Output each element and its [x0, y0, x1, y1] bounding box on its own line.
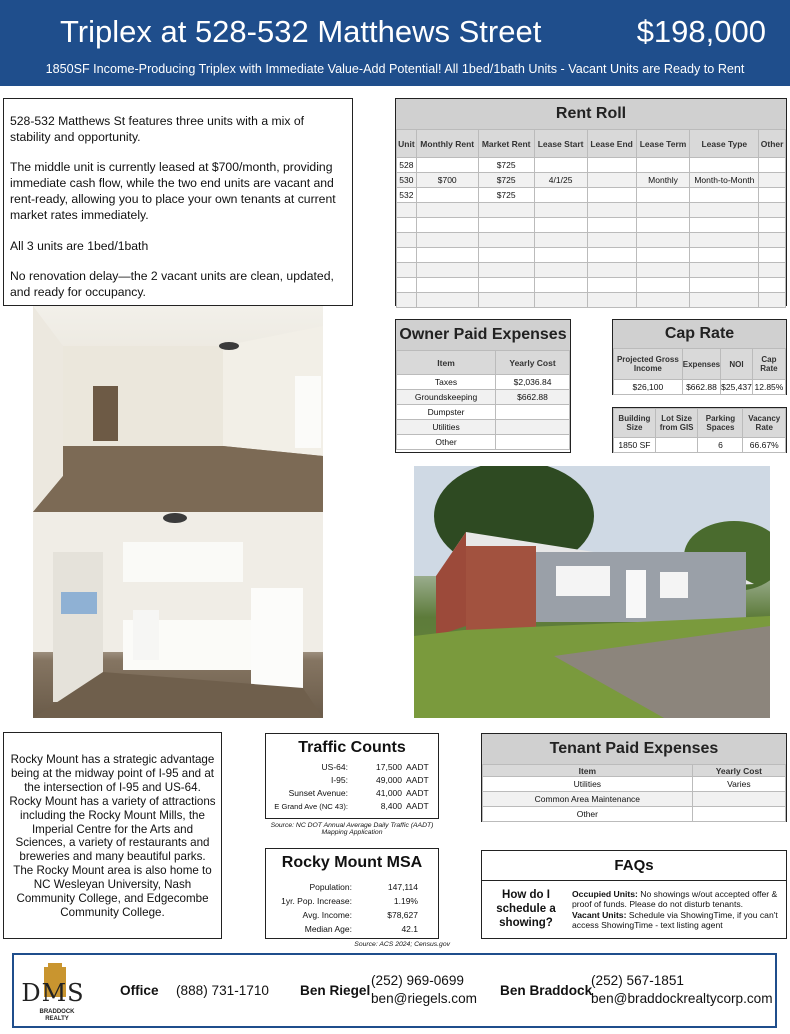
rent-roll-row — [397, 248, 786, 263]
agent2-name: Ben Braddock — [500, 983, 593, 998]
tenant-expenses-cell: Other — [483, 807, 693, 822]
rent-roll-cell — [587, 248, 636, 263]
traffic-source: Source: NC DOT Annual Average Daily Traffic (AADT) Mapping Application — [270, 822, 434, 836]
tenant-expenses-header: Item — [483, 765, 693, 777]
rent-roll-cell — [534, 158, 587, 173]
rent-roll-cell — [690, 263, 759, 278]
rent-roll-row — [397, 263, 786, 278]
description-paragraph: The middle unit is currently leased at $700/month, providing immediate cash flow, while the two end units are vacant and rent-ready, allowing you to place your own tenants at current market rates immediately. — [10, 160, 336, 223]
rent-roll-cell — [636, 218, 690, 233]
tenant-expenses-row — [483, 777, 786, 792]
rent-roll-cell — [397, 218, 417, 233]
rent-roll-cell — [534, 188, 587, 203]
agent1-email[interactable]: ben@riegels.com — [371, 991, 477, 1006]
tenant-expenses-table — [481, 733, 787, 822]
rent-roll-row — [397, 278, 786, 293]
rent-roll-cell — [478, 233, 534, 248]
rent-roll-row — [397, 293, 786, 308]
rent-roll-cell: Monthly — [636, 173, 690, 188]
tenant-expenses-cell — [692, 792, 785, 807]
rent-roll-cell: 530 — [397, 173, 417, 188]
cap-rate-cell: 12.85% — [752, 380, 785, 395]
owner-expenses-cell: Other — [397, 435, 496, 450]
rent-roll-cell — [690, 218, 759, 233]
cap-rate-header: Cap Rate — [752, 349, 785, 380]
rent-roll-cell — [534, 218, 587, 233]
rent-roll-row — [397, 218, 786, 233]
listing-price: $198,000 — [636, 14, 766, 49]
owner-expenses-table — [395, 319, 571, 453]
building-cell: 1850 SF — [614, 438, 656, 453]
traffic-counts-box — [265, 733, 439, 819]
msa-title: Rocky Mount MSA — [281, 854, 423, 871]
description-paragraph: All 3 units are 1bed/1bath — [10, 238, 149, 253]
rent-roll-cell — [759, 248, 786, 263]
rent-roll-cell — [636, 158, 690, 173]
description-paragraph: No renovation delay—the 2 vacant units are clean, updated, and ready for occupancy. — [10, 268, 334, 299]
building-cell: 66.67% — [743, 438, 786, 453]
rent-roll-cell: $725 — [478, 173, 534, 188]
rent-roll-cell — [759, 218, 786, 233]
agent2-phone[interactable]: (252) 567-1851 — [591, 973, 684, 988]
header-banner — [0, 0, 790, 86]
owner-expenses-cell: $2,036.84 — [496, 375, 570, 390]
rent-roll-cell — [416, 218, 478, 233]
rent-roll-cell — [690, 293, 759, 308]
traffic-row: I-95: 49,000 AADT — [330, 775, 429, 785]
cap-rate-cell: $662.88 — [682, 380, 720, 395]
property-description — [3, 98, 353, 306]
tenant-expenses-row — [483, 807, 786, 822]
msa-box — [265, 848, 439, 939]
building-info-table — [612, 407, 787, 453]
owner-expenses-row — [397, 405, 570, 420]
rent-roll-cell — [587, 278, 636, 293]
owner-expenses-row — [397, 420, 570, 435]
rent-roll-cell — [534, 248, 587, 263]
msa-row: 1yr. Pop. Increase: 1.19% — [281, 896, 418, 906]
owner-expenses-header: Yearly Cost — [496, 351, 570, 375]
faq-answer: Occupied Units: No showings w/out accepted offer & proof of funds. Please do not disturb tenants. Vacant Units: Schedule via ShowingTime, if you can't access ShowingTime - text listing agent — [572, 889, 778, 930]
cap-rate-cell: $26,100 — [614, 380, 683, 395]
rent-roll-cell — [534, 233, 587, 248]
rent-roll-row — [397, 203, 786, 218]
rent-roll-cell — [397, 233, 417, 248]
logo-subtext: BRADDOCK REALTY — [39, 1009, 75, 1022]
rent-roll-cell — [397, 263, 417, 278]
rent-roll-cell — [759, 278, 786, 293]
rent-roll-cell — [587, 293, 636, 308]
rent-roll-header: Market Rent — [478, 130, 534, 158]
owner-expenses-cell — [496, 420, 570, 435]
rent-roll-cell — [759, 173, 786, 188]
rent-roll-cell — [478, 248, 534, 263]
rent-roll-cell — [397, 203, 417, 218]
rent-roll-cell — [416, 188, 478, 203]
rent-roll-cell — [759, 233, 786, 248]
rent-roll-row — [397, 233, 786, 248]
rent-roll-cell — [397, 293, 417, 308]
tenant-expenses-row — [483, 792, 786, 807]
msa-row: Median Age: 42.1 — [304, 924, 418, 934]
rent-roll-cell — [478, 263, 534, 278]
exterior-building-photo — [414, 466, 770, 718]
rent-roll-cell — [636, 233, 690, 248]
rent-roll-cell — [690, 278, 759, 293]
building-header: Lot Size from GIS — [655, 409, 698, 438]
rent-roll-cell — [690, 158, 759, 173]
contact-footer — [12, 953, 777, 1028]
cap-rate-title: Cap Rate — [613, 320, 786, 348]
rent-roll-cell — [636, 188, 690, 203]
rent-roll-cell — [759, 158, 786, 173]
cap-rate-header: NOI — [721, 349, 753, 380]
rent-roll-cell — [690, 248, 759, 263]
rent-roll-cell — [759, 263, 786, 278]
owner-expenses-cell — [496, 405, 570, 420]
rent-roll-cell — [478, 203, 534, 218]
owner-expenses-cell: Groundskeeping — [397, 390, 496, 405]
msa-source: Source: ACS 2024; Census.gov — [354, 941, 450, 948]
rent-roll-cell — [534, 263, 587, 278]
tenant-expenses-title: Tenant Paid Expenses — [482, 734, 786, 764]
rent-roll-cell — [587, 188, 636, 203]
rent-roll-cell — [587, 158, 636, 173]
braddock-realty-logo — [14, 961, 92, 1021]
rent-roll-cell — [636, 248, 690, 263]
rent-roll-cell — [397, 278, 417, 293]
listing-title: Triplex at 528-532 Matthews Street — [60, 14, 542, 49]
rent-roll-cell: 528 — [397, 158, 417, 173]
rent-roll-cell — [759, 293, 786, 308]
cap-rate-table — [612, 319, 787, 395]
cap-rate-header: Expenses — [682, 349, 720, 380]
traffic-row: E Grand Ave (NC 43): 8,400 AADT — [274, 801, 429, 811]
rent-roll-row — [397, 188, 786, 203]
rent-roll-header: Monthly Rent — [416, 130, 478, 158]
listing-subtitle: 1850SF Income-Producing Triplex with Immediate Value-Add Potential! All 1bed/1bath Units - Vacant Units are Ready to Rent — [45, 62, 745, 76]
building-header: Parking Spaces — [698, 409, 743, 438]
rent-roll-cell — [759, 188, 786, 203]
traffic-counts-title: Traffic Counts — [298, 739, 406, 756]
owner-expenses-row — [397, 375, 570, 390]
rent-roll-cell — [587, 263, 636, 278]
owner-expenses-cell — [496, 435, 570, 450]
rent-roll-cell — [534, 278, 587, 293]
rent-roll-cell — [416, 203, 478, 218]
rent-roll-cell — [636, 293, 690, 308]
msa-row: Avg. Income: $78,627 — [302, 910, 418, 920]
owner-expenses-row — [397, 390, 570, 405]
rent-roll-cell — [478, 218, 534, 233]
agent2-email[interactable]: ben@braddockrealtycorp.com — [591, 991, 773, 1006]
rent-roll-row — [397, 158, 786, 173]
rent-roll-cell — [416, 248, 478, 263]
traffic-row: Sunset Avenue: 41,000 AADT — [288, 788, 429, 798]
rent-roll-cell: 4/1/25 — [534, 173, 587, 188]
rent-roll-cell — [587, 203, 636, 218]
rent-roll-cell — [690, 233, 759, 248]
tenant-expenses-cell: Common Area Maintenance — [483, 792, 693, 807]
faq-box — [481, 850, 787, 939]
owner-expenses-cell: Utilities — [397, 420, 496, 435]
rent-roll-cell — [587, 173, 636, 188]
rent-roll-title: Rent Roll — [396, 99, 786, 129]
rent-roll-cell — [397, 248, 417, 263]
tenant-expenses-cell — [692, 807, 785, 822]
rent-roll-cell — [478, 293, 534, 308]
faq-question: How do I schedule a showing? — [496, 889, 556, 929]
msa-row: Population: 147,114 — [309, 882, 418, 892]
rent-roll-cell — [690, 188, 759, 203]
rent-roll-cell — [416, 233, 478, 248]
description-paragraph: 528-532 Matthews St features three units with a mix of stability and opportunity. — [10, 114, 304, 145]
agent1-name: Ben Riegel — [300, 983, 371, 998]
rent-roll-header: Other — [759, 130, 786, 158]
rent-roll-cell — [534, 203, 587, 218]
rent-roll-cell — [587, 218, 636, 233]
logo-mark: DMS — [21, 979, 85, 1007]
rent-roll-cell — [759, 203, 786, 218]
building-cell: 6 — [698, 438, 743, 453]
traffic-row: US-64: 17,500 AADT — [321, 762, 429, 772]
agent1-phone[interactable]: (252) 969-0699 — [371, 973, 464, 988]
owner-expenses-cell: Taxes — [397, 375, 496, 390]
rent-roll-cell — [416, 293, 478, 308]
rent-roll-cell — [690, 203, 759, 218]
owner-expenses-cell: Dumpster — [397, 405, 496, 420]
rent-roll-cell — [478, 278, 534, 293]
owner-expenses-title: Owner Paid Expenses — [396, 320, 570, 350]
building-header: Building Size — [614, 409, 656, 438]
cap-rate-header: Projected Gross Income — [614, 349, 683, 380]
owner-expenses-cell: $662.88 — [496, 390, 570, 405]
building-cell — [655, 438, 698, 453]
rocky-mount-description: Rocky Mount has a strategic advantage being at the midway point of I-95 and at the intersection of I-95 and US-64. Rocky Mount has a variety of attractions including the Rocky Mount Mills, the Imperial Centre for the Arts and Sciences, a variety of restaurants and breweries and many beautiful parks. The Rocky Mount area is also home to NC Wesleyan University, Nash Community College, and Edgecombe Community College. — [3, 732, 222, 939]
rent-roll-cell — [534, 293, 587, 308]
building-header: Vacancy Rate — [743, 409, 786, 438]
rent-roll-header: Lease End — [587, 130, 636, 158]
rent-roll-cell: 532 — [397, 188, 417, 203]
rent-roll-header: Lease Term — [636, 130, 690, 158]
rent-roll-cell: $700 — [416, 173, 478, 188]
office-label: Office — [120, 983, 159, 998]
rent-roll-cell — [587, 233, 636, 248]
interior-living-room-photo — [33, 306, 323, 512]
interior-kitchen-photo — [33, 512, 323, 718]
office-phone[interactable]: (888) 731-1710 — [176, 983, 269, 998]
rent-roll-cell: $725 — [478, 158, 534, 173]
rent-roll-cell — [636, 278, 690, 293]
rent-roll-cell: Month-to-Month — [690, 173, 759, 188]
rent-roll-cell — [416, 278, 478, 293]
rent-roll-header: Unit — [397, 130, 417, 158]
tenant-expenses-cell: Utilities — [483, 777, 693, 792]
rent-roll-cell — [636, 203, 690, 218]
rent-roll-row — [397, 173, 786, 188]
rent-roll-header: Lease Start — [534, 130, 587, 158]
rent-roll-cell — [416, 158, 478, 173]
rent-roll-cell: $725 — [478, 188, 534, 203]
cap-rate-cell: $25,437 — [721, 380, 753, 395]
faq-title: FAQs — [482, 851, 786, 881]
rent-roll-cell — [416, 263, 478, 278]
rent-roll-cell — [636, 263, 690, 278]
rent-roll-header: Lease Type — [690, 130, 759, 158]
tenant-expenses-cell: Varies — [692, 777, 785, 792]
owner-expenses-header: Item — [397, 351, 496, 375]
owner-expenses-row — [397, 435, 570, 450]
tenant-expenses-header: Yearly Cost — [692, 765, 785, 777]
rent-roll-table — [395, 98, 787, 306]
